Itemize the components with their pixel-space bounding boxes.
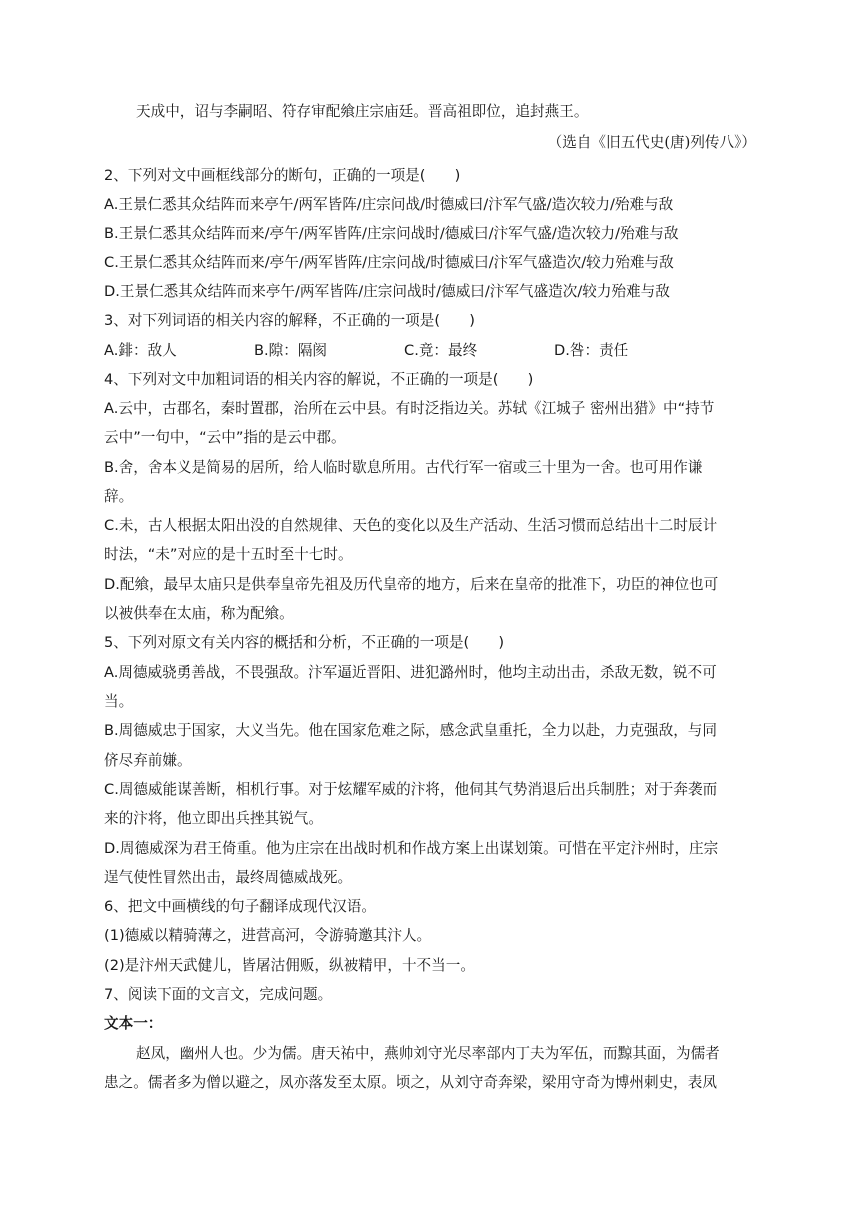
text-one-passage-line1: 赵凤，幽州人也。少为儒。唐天祐中，燕帅刘守光尽率部内丁夫为军伍，而黥其面，为儒者 (136, 1045, 720, 1062)
question-3-options (104, 341, 764, 361)
question-6-stem: 6、把文中画横线的句子翻译成现代汉语。 (104, 898, 376, 915)
question-2-stem: 2、下列对文中画框线部分的断句，正确的一项是( ) (104, 167, 461, 184)
question-3-stem: 3、对下列词语的相关内容的解释，不正确的一项是( ) (104, 312, 475, 329)
question-4-option-b-line1[interactable]: B.舍，舍本义是简易的居所，给人临时歇息所用。古代行军一宿或三十里为一舍。也可用作谦 (104, 459, 703, 476)
passage-closing-line: 天成中，诏与李嗣昭、符存审配飨庄宗庙廷。晋高祖即位，追封燕王。 (136, 103, 589, 120)
question-5-option-a-line1[interactable]: A.周德威骁勇善战，不畏强敌。汴军逼近晋阳、进犯潞州时，他均主动出击，杀敌无数，锐不可 (104, 664, 717, 681)
question-4-option-a-line1[interactable]: A.云中，古郡名，秦时置郡，治所在云中县。有时泛指边关。苏轼《江城子 密州出猎》中“持节 (104, 400, 715, 417)
passage-source: （选自《旧五代史(唐)列传八》） (547, 134, 756, 151)
question-4-option-c-line1[interactable]: C.未，古人根据太阳出没的自然规律、天色的变化以及生产活动、生活习惯而总结出十二时辰计 (104, 517, 718, 534)
question-5-option-a-line2[interactable]: 当。 (104, 693, 134, 710)
text-one-passage-line2: 患之。儒者多为僧以避之，凤亦落发至太原。顷之，从刘守奇奔梁，梁用守奇为博州刺史，表凤 (104, 1074, 717, 1091)
question-5-option-c-line2[interactable]: 来的汴将，他立即出兵挫其锐气。 (104, 810, 323, 827)
question-4-stem: 4、下列对文中加粗词语的相关内容的解说，不正确的一项是( ) (104, 371, 534, 388)
question-5-option-b-line1[interactable]: B.周德威忠于国家，大义当先。他在国家危难之际，感念武皇重托，全力以赴，力克强敌，与同 (104, 722, 717, 739)
question-4-option-c-line2[interactable]: 时法，“未”对应的是十五时至十七时。 (104, 546, 353, 563)
question-6-item-2: (2)是汴州天武健儿，皆屠沽佣贩，纵被精甲，十不当一。 (104, 957, 475, 974)
question-7-stem: 7、阅读下面的文言文，完成问题。 (104, 986, 333, 1003)
question-4-option-a-line2[interactable]: 云中”一句中，“云中”指的是云中郡。 (104, 429, 346, 446)
question-5-option-d-line2[interactable]: 逞气使性冒然出击，最终周德威战死。 (104, 869, 353, 886)
question-3-option-c[interactable]: C.竟：最终 (404, 342, 478, 359)
question-5-option-d-line1[interactable]: D.周德威深为君王倚重。他为庄宗在出战时机和作战方案上出谋划策。可惜在平定汴州时，庄宗 (104, 840, 719, 857)
question-5-stem: 5、下列对原文有关内容的概括和分析，不正确的一项是( ) (104, 634, 505, 651)
question-2-option-c[interactable]: C.王景仁悉其众结阵而来/亭午/两军皆阵/庄宗问战/时德威曰/汴军气盛造次/较力殆难与敌 (104, 254, 674, 271)
question-2-option-d[interactable]: D.王景仁悉其众结阵而来亭午/两军皆阵/庄宗问战时/德威曰/汴军气盛造次/较力殆难与敌 (104, 283, 670, 300)
text-one-label: 文本一： (104, 1015, 163, 1032)
question-3-option-d[interactable]: D.咎：责任 (554, 342, 629, 359)
question-4-option-d-line2[interactable]: 以被供奉在太庙，称为配飨。 (104, 605, 294, 622)
question-3-option-a[interactable]: A.䤵：敌人 (104, 342, 177, 359)
question-2-option-b[interactable]: B.王景仁悉其众结阵而来/亭午/两军皆阵/庄宗问战时/德威曰/汴军气盛/造次较力/殆难与敌 (104, 225, 679, 242)
question-5-option-b-line2[interactable]: 侪尽弃前嫌。 (104, 752, 192, 769)
question-6-item-1: (1)德威以精骑薄之，进营高河，令游骑邀其汴人。 (104, 927, 432, 944)
question-4-option-d-line1[interactable]: D.配飨，最早太庙只是供奉皇帝先祖及历代皇帝的地方，后来在皇帝的批准下，功臣的神位也可 (104, 576, 719, 593)
question-3-option-b[interactable]: B.隙：隔阂 (254, 342, 328, 359)
question-4-option-b-line2[interactable]: 辞。 (104, 488, 134, 505)
question-2-option-a[interactable]: A.王景仁悉其众结阵而来亭午/两军皆阵/庄宗问战/时德威曰/汴军气盛/造次较力/殆难与敌 (104, 196, 674, 213)
question-5-option-c-line1[interactable]: C.周德威能谋善断，相机行事。对于炫耀军威的汴将，他伺其气势消退后出兵制胜；对于奔袭而 (104, 781, 718, 798)
